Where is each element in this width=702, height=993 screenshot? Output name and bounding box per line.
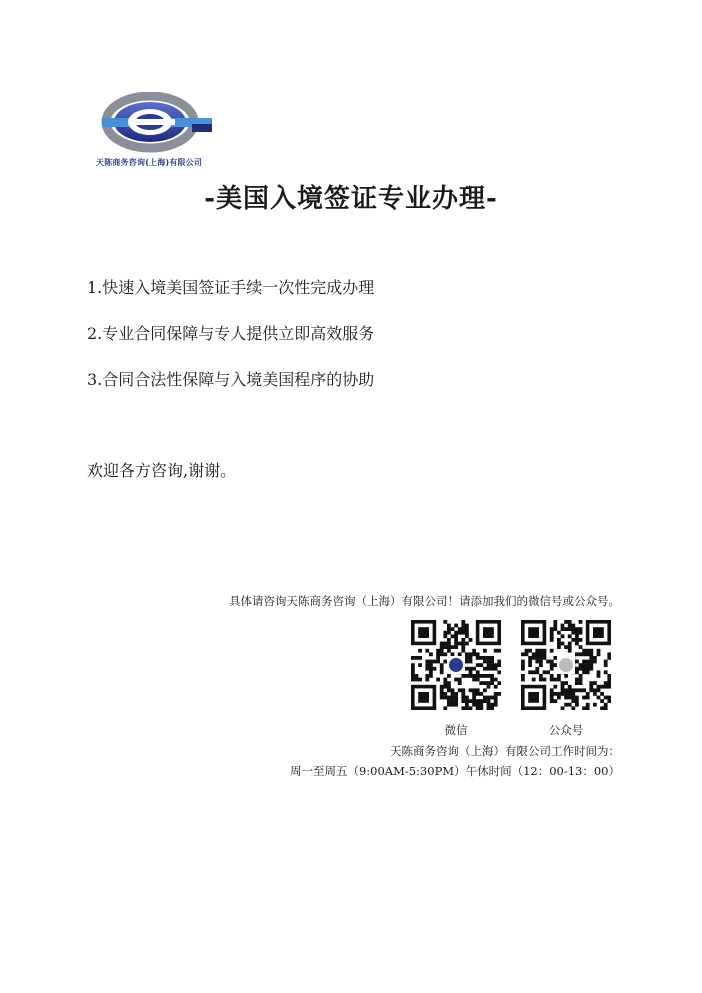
wechat-qr-code-icon <box>411 620 501 710</box>
closing-text: 欢迎各方咨询,谢谢。 <box>87 461 237 480</box>
business-hours-line1: 天陈商务咨询（上海）有限公司工作时间为： <box>390 744 620 758</box>
service-item: 3.合同合法性保障与入境美国程序的协助 <box>87 370 375 389</box>
logo-caption: 天陈商务咨询(上海)有限公司 <box>96 158 203 167</box>
official-account-qr-code-icon <box>521 620 611 710</box>
business-hours-line2: 周一至周五（9:00AM-5:30PM）午休时间（12：00-13：00） <box>289 764 620 778</box>
page-title: -美国入境签证专业办理- <box>204 184 498 214</box>
contact-note: 具体请咨询天陈商务咨询（上海）有限公司！请添加我们的微信号或公众号。 <box>229 594 620 608</box>
official-account-label: 公众号 <box>548 723 584 737</box>
wechat-label: 微信 <box>444 723 468 737</box>
service-item: 2.专业合同保障与专人提供立即高效服务 <box>87 324 375 343</box>
service-list <box>87 277 374 415</box>
business-hours <box>290 741 620 781</box>
service-item: 1.快速入境美国签证手续一次性完成办理 <box>87 278 375 297</box>
